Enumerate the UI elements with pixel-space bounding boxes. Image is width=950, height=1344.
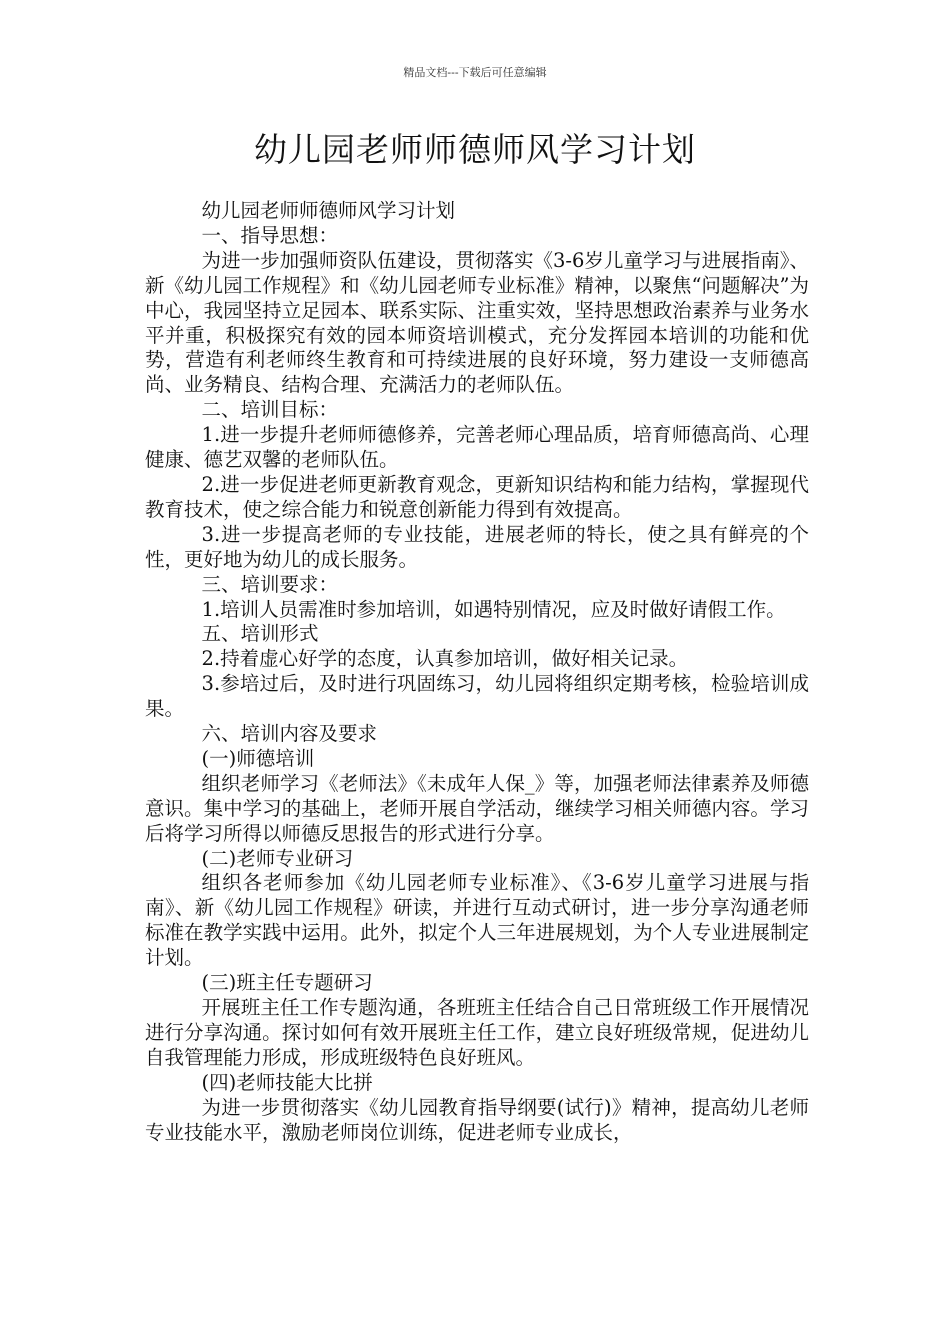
- paragraph-guiding-thought: 为进一步加强师资队伍建设，贯彻落实《3-6岁儿童学习与进展指南》、新《幼儿园工作规程》和《幼儿园老师专业标准》精神，以聚焦“问题解决”为中心，我园坚持立足园本、联系实际、注重实效，坚持思想政治素养与业务水平并重，积极探究有效的园本师资培训模式，充分发挥园本培训的功能和优势，营造有利老师终生教育和可持续进展的良好环境，努力建设一支师德高尚、业务精良、结构合理、充满活力的老师队伍。: [145, 248, 809, 397]
- document-body: [145, 199, 809, 1145]
- body-heading: 幼儿园老师师德师风学习计划: [201, 199, 456, 222]
- section-heading-training-requirements: 三、培训要求：: [201, 572, 339, 596]
- paragraph-ethics-training: 组织老师学习《老师法》《未成年人保_》等，加强老师法律素养及师德意识。集中学习的基础上，老师开展自学活动，继续学习相关师德内容。学习后将学习所得以师德反思报告的形式进行分享。: [145, 771, 809, 845]
- list-item-form-3: 3.参培过后，及时进行巩固练习，幼儿园将组织定期考核，检验培训成果。: [145, 672, 809, 721]
- list-item-goal-2: 2.进一步促进老师更新教育观念，更新知识结构和能力结构，掌握现代教育技术，使之综合能力和锐意创新能力得到有效提高。: [145, 472, 809, 521]
- subsection-heading-head-teacher-study: (三)班主任专题研习: [201, 971, 373, 995]
- paragraph-skills-competition: 为进一步贯彻落实《幼儿园教育指导纲要(试行)》精神，提高幼儿老师专业技能水平，激励老师岗位训练，促进老师专业成长，: [145, 1095, 809, 1144]
- section-heading-training-goals: 二、培训目标：: [201, 398, 339, 422]
- section-heading-training-form: 五、培训形式: [201, 622, 319, 646]
- subsection-heading-ethics-training: (一)师德培训: [201, 746, 315, 770]
- subsection-heading-skills-competition: (四)老师技能大比拼: [201, 1070, 373, 1094]
- list-item-form-2: 2.持着虚心好学的态度，认真参加培训，做好相关记录。: [201, 647, 689, 671]
- paragraph-head-teacher-study: 开展班主任工作专题沟通，各班班主任结合自己日常班级工作开展情况进行分享沟通。探讨如何有效开展班主任工作，建立良好班级常规，促进幼儿自我管理能力形成，形成班级特色良好班风。: [145, 996, 809, 1069]
- subsection-heading-professional-study: (二)老师专业研习: [201, 846, 354, 870]
- section-heading-guiding-thought: 一、指导思想：: [201, 223, 339, 247]
- paragraph-professional-study: 组织各老师参加《幼儿园老师专业标准》、《3-6岁儿童学习进展与指南》、新《幼儿园工作规程》研读，并进行互动式研讨，进一步分享沟通老师标准在教学实践中运用。此外，拟定个人三年进展规划，为个人专业进展制定计划。: [145, 871, 809, 970]
- list-item-requirement-1: 1.培训人员需准时参加培训，如遇特别情况，应及时做好请假工作。: [201, 597, 786, 621]
- section-heading-training-content: 六、培训内容及要求: [201, 722, 378, 746]
- list-item-goal-3: 3.进一步提高老师的专业技能，进展老师的特长，使之具有鲜亮的个性，更好地为幼儿的成长服务。: [145, 522, 809, 571]
- list-item-goal-1: 1.进一步提升老师师德修养，完善老师心理品质，培育师德高尚、心理健康、德艺双馨的老师队伍。: [145, 423, 809, 472]
- page-header: 精品文档---下载后可任意编辑: [403, 66, 547, 79]
- document-title: 幼儿园老师师德师风学习计划: [254, 130, 696, 169]
